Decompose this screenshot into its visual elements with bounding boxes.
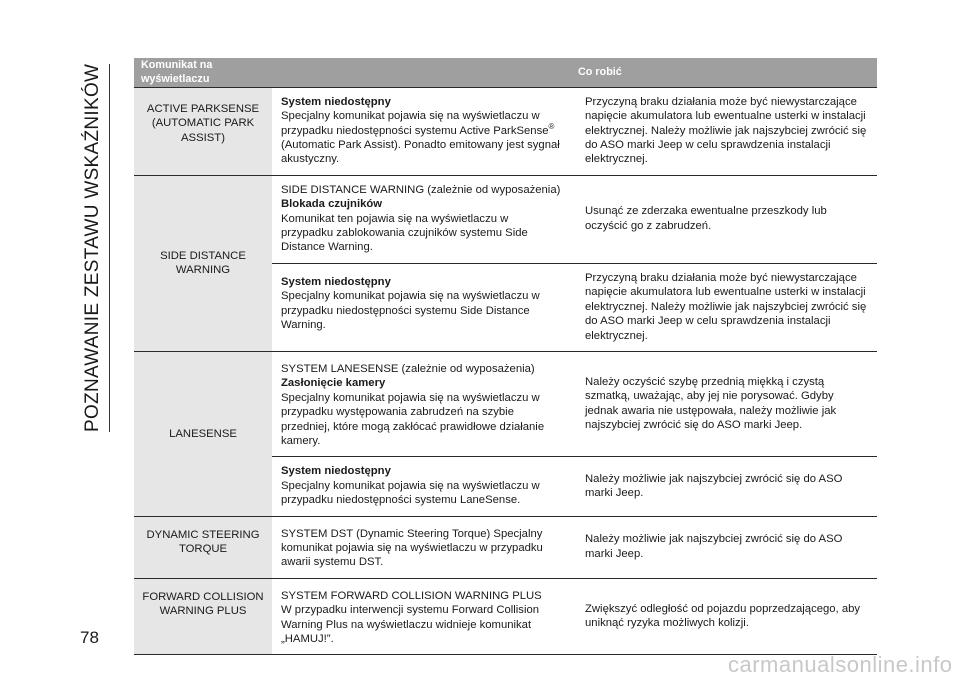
description-text: Specjalny komunikat pojawia się na wyświetlaczu w przypadku niedostępności systemu Side Distance Warning.	[281, 290, 540, 332]
page-number: 78	[80, 628, 99, 647]
message-name-active-parksense: ACTIVE PARKSENSE (AUTOMATIC PARK ASSIST)	[134, 87, 272, 175]
message-description	[272, 351, 571, 456]
action-text: Zwiększyć odległość od pojazdu poprzedzającego, aby uniknąć ryzyka możliwych kolizji.	[571, 578, 877, 655]
status-heading: System niedostępny	[281, 465, 391, 478]
message-description	[272, 175, 571, 263]
description-text: W przypadku interwencji systemu Forward Collision Warning Plus na wyświetlaczu widnieje komunikat „HAMUJ!”.	[281, 604, 540, 645]
action-text: Należy oczyścić szybę przednią miękką i czystą szmatką, uważając, aby jej nie porysować. Gdyby jednak awaria nie ustępowała, należy możliwie jak najszybciej zwrócić się do ASO marki Jeep.	[571, 351, 877, 456]
table-header-row	[134, 58, 877, 87]
status-heading: System niedostępny	[281, 275, 391, 288]
message-name-fcw: FORWARD COLLISION WARNING PLUS	[134, 578, 272, 655]
action-text: Przyczyną braku działania może być niewystarczające napięcie akumulatora lub ewentualne usterki w instalacji elektrycznej. Należy możliwie jak najszybciej zwrócić się do ASO marki Jeep w celu sprawdzenia instalacji elektrycznej.	[571, 87, 877, 175]
table-row	[134, 351, 877, 456]
table-row	[134, 578, 877, 655]
description-intro: SYSTEM LANESENSE (zależnie od wyposażenia)	[281, 362, 535, 375]
table-row	[134, 175, 877, 263]
message-description	[272, 263, 571, 351]
table-row	[134, 516, 877, 578]
status-heading: Zasłonięcie kamery	[281, 377, 386, 390]
message-description	[272, 457, 571, 516]
message-description	[272, 516, 571, 578]
description-text: Specjalny komunikat pojawia się na wyświetlaczu w przypadku występowania zabrudzeń na szybie przedniej, które mogą zakłócać prawidłowe działanie kamery.	[281, 391, 545, 447]
message-description	[272, 87, 571, 175]
action-text: Przyczyną braku działania może być niewystarczające napięcie akumulatora lub ewentualne usterki w instalacji elektrycznej. Należy możliwie jak najszybciej zwrócić się do ASO marki Jeep w celu sprawdzenia instalacji elektrycznej.	[571, 263, 877, 351]
header-description	[272, 58, 571, 87]
message-name-lanesense: LANESENSE	[134, 351, 272, 516]
message-description	[272, 578, 571, 655]
description-text: Specjalny komunikat pojawia się na wyświetlaczu w przypadku niedostępności systemu Active ParkSense	[281, 110, 549, 137]
registered-mark: ®	[548, 121, 555, 131]
watermark-logo: carmanualsonline.info	[728, 652, 953, 677]
description-text: SYSTEM DST (Dynamic Steering Torque) Specjalny komunikat pojawia się na wyświetlaczu w przypadku awarii systemu DST.	[281, 527, 543, 569]
message-name-dst: DYNAMIC STEERING TORQUE	[134, 516, 272, 578]
description-text: Specjalny komunikat pojawia się na wyświetlaczu w przypadku niedostępności systemu LaneSense.	[281, 479, 540, 507]
description-intro: SYSTEM FORWARD COLLISION WARNING PLUS	[281, 589, 542, 602]
header-message: Komunikat na wyświetlaczu	[134, 58, 272, 87]
table-row	[134, 87, 877, 175]
section-side-title: POZNAWANIE ZESTAWU WSKAŹNIKÓW	[82, 64, 110, 432]
action-text: Należy możliwie jak najszybciej zwrócić się do ASO marki Jeep.	[571, 516, 877, 578]
action-text: Należy możliwie jak najszybciej zwrócić się do ASO marki Jeep.	[571, 457, 877, 516]
description-text: Komunikat ten pojawia się na wyświetlaczu w przypadku zablokowania czujników systemu Side Distance Warning.	[281, 212, 528, 254]
description-intro: SIDE DISTANCE WARNING (zależnie od wyposażenia)	[281, 183, 561, 196]
header-action: Co robić	[571, 58, 877, 87]
action-text: Usunąć ze zderzaka ewentualne przeszkody lub oczyścić go z zabrudzeń.	[571, 175, 877, 263]
message-name-side-distance: SIDE DISTANCE WARNING	[134, 175, 272, 351]
status-heading: System niedostępny	[281, 95, 391, 108]
display-messages-table	[134, 58, 877, 655]
description-text-cont: (Automatic Park Assist). Ponadto emitowany jest sygnał akustyczny.	[281, 139, 560, 166]
status-heading: Blokada czujników	[281, 198, 383, 211]
